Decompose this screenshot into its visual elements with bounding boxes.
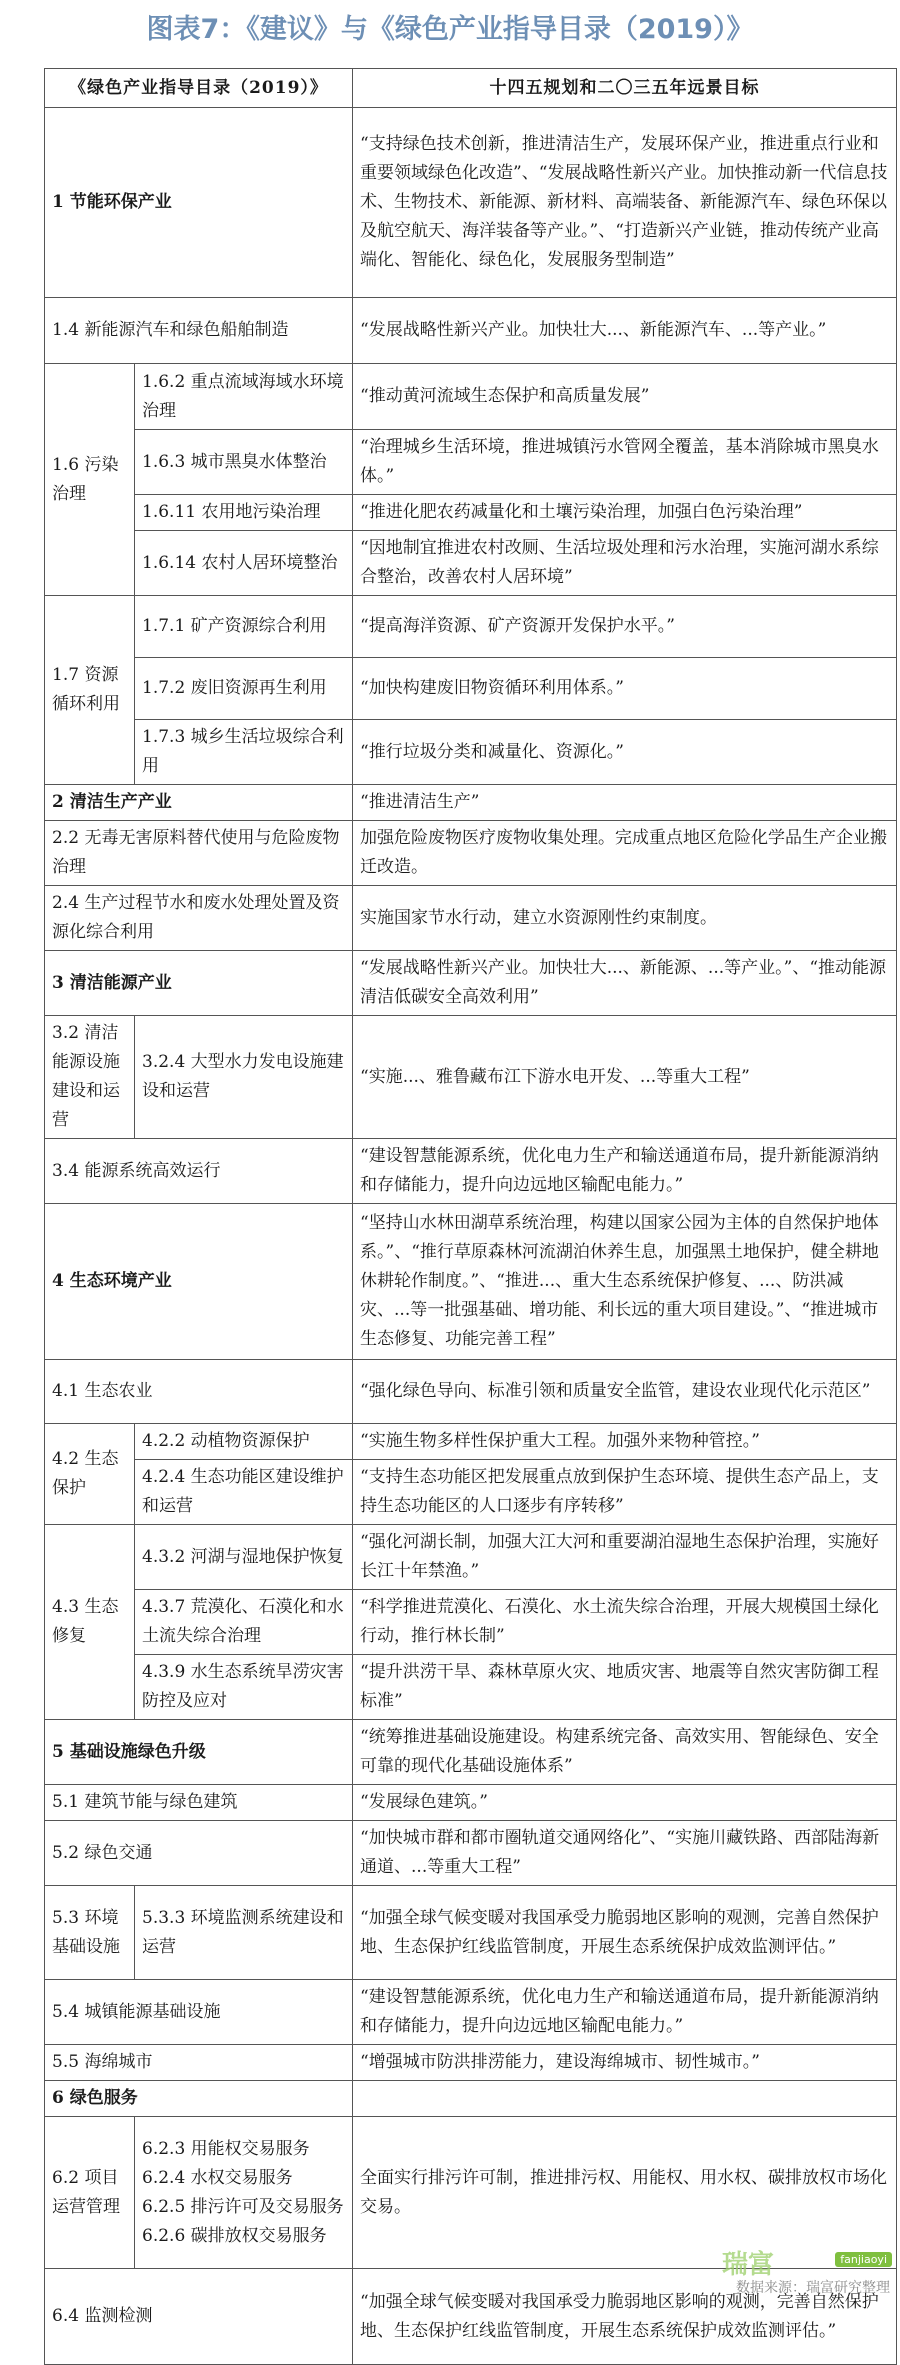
goal-cell (353, 2081, 897, 2117)
table-row (45, 1590, 897, 1655)
header-right: 十四五规划和二〇三五年远景目标 (353, 69, 897, 108)
watermark (644, 2249, 894, 2299)
category-cell: 2 清洁生产产业 (45, 785, 353, 821)
goal-cell: “推进清洁生产” (353, 785, 897, 821)
category-cell: 4.3 生态修复 (45, 1525, 135, 1720)
category-cell: 6.4 监测检测 (45, 2269, 353, 2365)
category-cell: 4 生态环境产业 (45, 1204, 353, 1360)
goal-cell: “建设智慧能源系统，优化电力生产和输送通道布局，提升新能源消纳和存储能力，提升向边远地区输配电能力。” (353, 1139, 897, 1204)
header-left: 《绿色产业指导目录（2019）》 (45, 69, 353, 108)
table-row (45, 1525, 897, 1590)
subcategory-cell: 1.6.2 重点流域海域水环境治理 (135, 364, 353, 430)
subcategory-cell: 6.2.3 用能权交易服务 6.2.4 水权交易服务 6.2.5 排污许可及交易服务 6.2.6 碳排放权交易服务 (135, 2117, 353, 2269)
goal-cell: “发展战略性新兴产业。加快壮大...、新能源汽车、...等产业。” (353, 298, 897, 364)
category-cell: 4.2 生态保护 (45, 1424, 135, 1525)
goal-cell: “科学推进荒漠化、石漠化、水土流失综合治理，开展大规模国土绿化行动，推行林长制” (353, 1590, 897, 1655)
category-cell: 5.2 绿色交通 (45, 1821, 353, 1886)
subcategory-cell: 1.6.14 农村人居环境整治 (135, 531, 353, 596)
table-row (45, 1424, 897, 1460)
goal-cell: “因地制宜推进农村改厕、生活垃圾处理和污水治理，实施河湖水系综合整治，改善农村人居环境” (353, 531, 897, 596)
table-header-row (45, 69, 897, 108)
category-cell: 5.1 建筑节能与绿色建筑 (45, 1785, 353, 1821)
goal-cell: “坚持山水林田湖草系统治理，构建以国家公园为主体的自然保护地体系。”、“推行草原森林河流湖泊休养生息，加强黑土地保护，健全耕地休耕轮作制度。”、“推进...、重大生态系统保护修复、...、防洪减灾、...等一批强基础、增功能、利长远的重大项目建设。”、“推进城市生态修复、功能完善工程” (353, 1204, 897, 1360)
goal-cell: “加快城市群和都市圈轨道交通网络化”、“实施川藏铁路、西部陆海新通道、...等重大工程” (353, 1821, 897, 1886)
table-row (45, 1886, 897, 1980)
table-row (45, 1139, 897, 1204)
table-row (45, 951, 897, 1016)
subcategory-cell: 1.7.1 矿产资源综合利用 (135, 596, 353, 658)
subcategory-cell: 4.3.2 河湖与湿地保护恢复 (135, 1525, 353, 1590)
table-row (45, 1785, 897, 1821)
table-row (45, 658, 897, 720)
goal-cell: “加快构建废旧物资循环利用体系。” (353, 658, 897, 720)
goal-cell: “提高海洋资源、矿产资源开发保护水平。” (353, 596, 897, 658)
goal-cell: 全面实行排污许可制，推进排污权、用能权、用水权、碳排放权市场化交易。 (353, 2117, 897, 2269)
subcategory-cell: 5.3.3 环境监测系统建设和运营 (135, 1886, 353, 1980)
goal-cell: “增强城市防洪排涝能力，建设海绵城市、韧性城市。” (353, 2045, 897, 2081)
category-cell: 2.2 无毒无害原料替代使用与危险废物治理 (45, 821, 353, 886)
goal-cell: “推进化肥农药减量化和土壤污染治理，加强白色污染治理” (353, 495, 897, 531)
table-row (45, 886, 897, 951)
table-row (45, 108, 897, 298)
table-row (45, 298, 897, 364)
table-row (45, 720, 897, 785)
table-row (45, 821, 897, 886)
table-row (45, 495, 897, 531)
table-row (45, 2081, 897, 2117)
table-row (45, 1821, 897, 1886)
watermark-logo: 瑞富 (721, 2250, 774, 2280)
category-cell: 3 清洁能源产业 (45, 951, 353, 1016)
goal-cell: “发展战略性新兴产业。加快壮大...、新能源、...等产业。”、“推动能源清洁低碳安全高效利用” (353, 951, 897, 1016)
page-title: 图表7：《建议》与《绿色产业指导目录（2019）》 (146, 14, 754, 45)
goal-cell: 实施国家节水行动，建立水资源刚性约束制度。 (353, 886, 897, 951)
goal-cell: “强化绿色导向、标准引领和质量安全监管，建设农业现代化示范区” (353, 1360, 897, 1424)
table-row (45, 430, 897, 495)
table-row (45, 2045, 897, 2081)
subcategory-cell: 1.6.3 城市黑臭水体整治 (135, 430, 353, 495)
subcategory-cell: 3.2.4 大型水力发电设施建设和运营 (135, 1016, 353, 1139)
goal-cell: “统筹推进基础设施建设。构建系统完备、高效实用、智能绿色、安全可靠的现代化基础设施体系” (353, 1720, 897, 1785)
table-row (45, 1016, 897, 1139)
subcategory-cell: 1.6.11 农用地污染治理 (135, 495, 353, 531)
goal-cell: “提升洪涝干旱、森林草原火灾、地质灾害、地震等自然灾害防御工程标准” (353, 1655, 897, 1720)
category-cell: 5.3 环境基础设施 (45, 1886, 135, 1980)
category-cell: 5 基础设施绿色升级 (45, 1720, 353, 1785)
goal-cell: “加强全球气候变暖对我国承受力脆弱地区影响的观测，完善自然保护地、生态保护红线监管制度，开展生态系统保护成效监测评估。” (353, 1886, 897, 1980)
goal-cell: “加强全球气候变暖对我国承受力脆弱地区影响的观测，完善自然保护地、生态保护红线监管制度，开展生态系统保护成效监测评估。” (353, 2269, 897, 2365)
source-note: 数据来源：瑞富研究整理 (736, 2280, 890, 2296)
category-cell: 6 绿色服务 (45, 2081, 353, 2117)
table-row (45, 1460, 897, 1525)
subcategory-cell: 4.3.7 荒漠化、石漠化和水土流失综合治理 (135, 1590, 353, 1655)
table-row (45, 596, 897, 658)
subcategory-cell: 4.3.9 水生态系统旱涝灾害防控及应对 (135, 1655, 353, 1720)
goal-cell: “强化河湖长制，加强大江大河和重要湖泊湿地生态保护治理，实施好长江十年禁渔。” (353, 1525, 897, 1590)
category-cell: 5.5 海绵城市 (45, 2045, 353, 2081)
table-row (45, 785, 897, 821)
table-row (45, 1655, 897, 1720)
category-cell: 1.4 新能源汽车和绿色船舶制造 (45, 298, 353, 364)
subcategory-cell: 4.2.4 生态功能区建设维护和运营 (135, 1460, 353, 1525)
table-row (45, 1980, 897, 2045)
category-cell: 1.7 资源循环利用 (45, 596, 135, 785)
goal-cell: “建设智慧能源系统，优化电力生产和输送通道布局，提升新能源消纳和存储能力，提升向边远地区输配电能力。” (353, 1980, 897, 2045)
category-cell: 2.4 生产过程节水和废水处理处置及资源化综合利用 (45, 886, 353, 951)
goal-cell: “支持生态功能区把发展重点放到保护生态环境、提供生态产品上，支持生态功能区的人口逐步有序转移” (353, 1460, 897, 1525)
table-row (45, 364, 897, 430)
category-cell: 1 节能环保产业 (45, 108, 353, 298)
table-row (45, 531, 897, 596)
table-row (45, 1360, 897, 1424)
category-cell: 6.2 项目运营管理 (45, 2117, 135, 2269)
goal-cell: “实施生物多样性保护重大工程。加强外来物种管控。” (353, 1424, 897, 1460)
category-cell: 4.1 生态农业 (45, 1360, 353, 1424)
category-cell: 1.6 污染治理 (45, 364, 135, 596)
goal-cell: “支持绿色技术创新，推进清洁生产，发展环保产业，推进重点行业和重要领域绿色化改造”、“发展战略性新兴产业。加快推动新一代信息技术、生物技术、新能源、新材料、高端装备、新能源汽车、绿色环保以及航空航天、海洋装备等产业。”、“打造新兴产业链，推动传统产业高端化、智能化、绿色化，发展服务型制造” (353, 108, 897, 298)
goal-cell: “推行垃圾分类和减量化、资源化。” (353, 720, 897, 785)
category-cell: 5.4 城镇能源基础设施 (45, 1980, 353, 2045)
goal-cell: “治理城乡生活环境，推进城镇污水管网全覆盖，基本消除城市黑臭水体。” (353, 430, 897, 495)
goal-cell: “实施...、雅鲁藏布江下游水电开发、...等重大工程” (353, 1016, 897, 1139)
subcategory-cell: 4.2.2 动植物资源保护 (135, 1424, 353, 1460)
watermark-badge: fanjiaoyi (835, 2252, 892, 2267)
category-cell: 3.4 能源系统高效运行 (45, 1139, 353, 1204)
table-row (45, 1204, 897, 1360)
goal-cell: “发展绿色建筑。” (353, 1785, 897, 1821)
subcategory-cell: 1.7.2 废旧资源再生利用 (135, 658, 353, 720)
category-cell: 3.2 清洁能源设施建设和运营 (45, 1016, 135, 1139)
subcategory-cell: 1.7.3 城乡生活垃圾综合利用 (135, 720, 353, 785)
goal-cell: “推动黄河流域生态保护和高质量发展” (353, 364, 897, 430)
comparison-table (44, 68, 897, 2365)
table-row (45, 1720, 897, 1785)
goal-cell: 加强危险废物医疗废物收集处理。完成重点地区危险化学品生产企业搬迁改造。 (353, 821, 897, 886)
